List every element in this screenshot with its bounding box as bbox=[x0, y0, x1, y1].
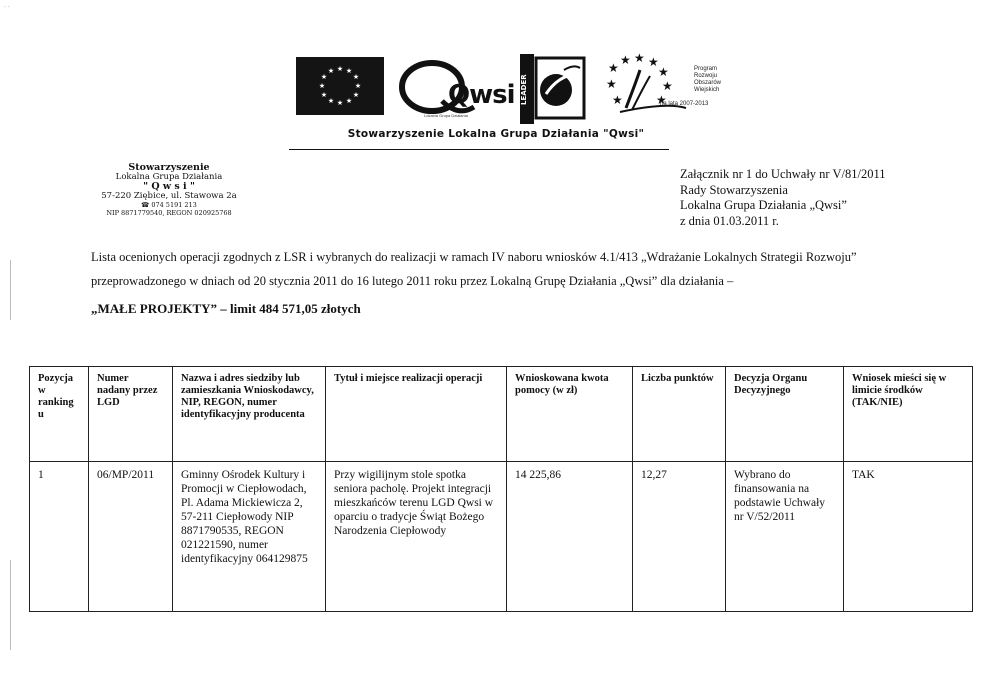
column-header: Decyzja Organu Decyzyjnego bbox=[726, 367, 844, 462]
svg-text:★: ★ bbox=[606, 77, 617, 91]
svg-text:★: ★ bbox=[648, 55, 659, 69]
svg-text:★: ★ bbox=[658, 65, 669, 79]
stamp-line: " Q w s i " bbox=[143, 181, 195, 192]
svg-text:★: ★ bbox=[336, 99, 344, 107]
header-divider bbox=[289, 149, 669, 150]
cell-amount: 14 225,86 bbox=[507, 462, 633, 612]
column-header: Wniosek mieści się w limicie środków (TAK/NIE) bbox=[844, 367, 973, 462]
association-title: Stowarzyszenie Lokalna Grupa Działania "Qwsi" bbox=[347, 128, 645, 140]
svg-text:★: ★ bbox=[656, 93, 667, 107]
annex-reference bbox=[680, 167, 886, 229]
svg-text:★: ★ bbox=[612, 93, 623, 107]
leader-logo-text: LEADER bbox=[520, 74, 528, 106]
table-header-row bbox=[30, 367, 973, 462]
svg-text:★: ★ bbox=[620, 53, 631, 67]
scan-mark: · · bbox=[4, 4, 10, 11]
column-header: Nazwa i adres siedziby lub zamieszkania Wnioskodawcy, NIP, REGON, numer identyfikacyjny producenta bbox=[173, 367, 326, 462]
svg-text:★: ★ bbox=[327, 67, 335, 75]
cell-title: Przy wigilijnym stole spotka seniora pacholę. Projekt integracji mieszkańców terenu LGD Qwsi w oparciu o tradycje Świąt Bożego Narodzenia Ciepłowody bbox=[326, 462, 507, 612]
cell-number: 06/MP/2011 bbox=[89, 462, 173, 612]
stamp-line: NIP 8871779540, REGON 020925768 bbox=[106, 209, 232, 217]
table-row bbox=[30, 462, 973, 612]
svg-text:★: ★ bbox=[320, 73, 328, 81]
annex-line: Załącznik nr 1 do Uchwały nr V/81/2011 bbox=[680, 167, 886, 181]
annex-line: Rady Stowarzyszenia bbox=[680, 182, 788, 197]
column-header: Wnioskowana kwota pomocy (w zł) bbox=[507, 367, 633, 462]
eu-flag-logo bbox=[296, 57, 384, 115]
scan-edge-mark bbox=[10, 260, 11, 320]
cell-position: 1 bbox=[30, 462, 89, 612]
cell-points: 12,27 bbox=[633, 462, 726, 612]
cell-decision: Wybrano do finansowania na podstawie Uchwały nr V/52/2011 bbox=[726, 462, 844, 612]
svg-text:★: ★ bbox=[662, 79, 673, 93]
scan-edge-mark bbox=[10, 560, 11, 650]
svg-text:★: ★ bbox=[345, 67, 353, 75]
cell-within-limit: TAK bbox=[844, 462, 973, 612]
column-header: Pozycja w ranking u bbox=[30, 367, 89, 462]
prow-logo-text: Program Rozwoju Obszarów Wiejskich bbox=[694, 66, 722, 93]
association-stamp bbox=[80, 163, 258, 217]
svg-text:★: ★ bbox=[634, 52, 645, 65]
stamp-line: Lokalna Grupa Działania bbox=[115, 171, 223, 182]
svg-text:★: ★ bbox=[320, 91, 328, 99]
qwsi-logo-text: Qwsi bbox=[448, 80, 515, 110]
column-header: Numer nadany przez LGD bbox=[89, 367, 173, 462]
stamp-line: 57-220 Ziębice, ul. Stawowa 2a bbox=[101, 190, 237, 201]
intro-paragraph: Lista ocenionych operacji zgodnych z LSR i wybranych do realizacji w ramach IV naboru wniosków 4.1/413 „Wdrażanie Lokalnych Strategii Rozwoju” przeprowadzonego w dniach od 20 stycznia 2011 do 16 lutego 2011 roku przez Lokalną Grupę Działania „Qwsi” dla działania – bbox=[91, 250, 857, 288]
prow-logo-years: na lata 2007-2013 bbox=[660, 101, 709, 107]
column-header: Tytuł i miejsce realizacji operacji bbox=[326, 367, 507, 462]
svg-text:★: ★ bbox=[327, 97, 335, 105]
cell-applicant: Gminny Ośrodek Kultury i Promocji w Ciepłowodach, Pl. Adama Mickiewicza 2, 57-211 Ciepłowody NIP 8871790535, REGON 021221590, numer identyfikacyjny 064129875 bbox=[173, 462, 326, 612]
svg-text:★: ★ bbox=[345, 97, 353, 105]
stamp-line: Stowarzyszenie bbox=[128, 162, 210, 173]
svg-text:★: ★ bbox=[354, 82, 362, 90]
annex-line: z dnia 01.03.2011 r. bbox=[680, 213, 779, 228]
svg-text:★: ★ bbox=[352, 73, 360, 81]
svg-text:★: ★ bbox=[352, 91, 360, 99]
annex-line: Lokalna Grupa Działania „Qwsi” bbox=[680, 198, 847, 212]
column-header: Liczba punktów bbox=[633, 367, 726, 462]
operations-table bbox=[29, 366, 973, 612]
svg-text:★: ★ bbox=[608, 61, 619, 75]
intro-limit-line: „MAŁE PROJEKTY” – limit 484 571,05 złotych bbox=[91, 301, 361, 316]
qwsi-logo-caption: Lokalna Grupa Działania bbox=[424, 113, 468, 118]
stamp-line: ☎ 074 5191 213 bbox=[141, 201, 197, 209]
svg-text:★: ★ bbox=[336, 65, 344, 73]
svg-text:★: ★ bbox=[318, 82, 326, 90]
